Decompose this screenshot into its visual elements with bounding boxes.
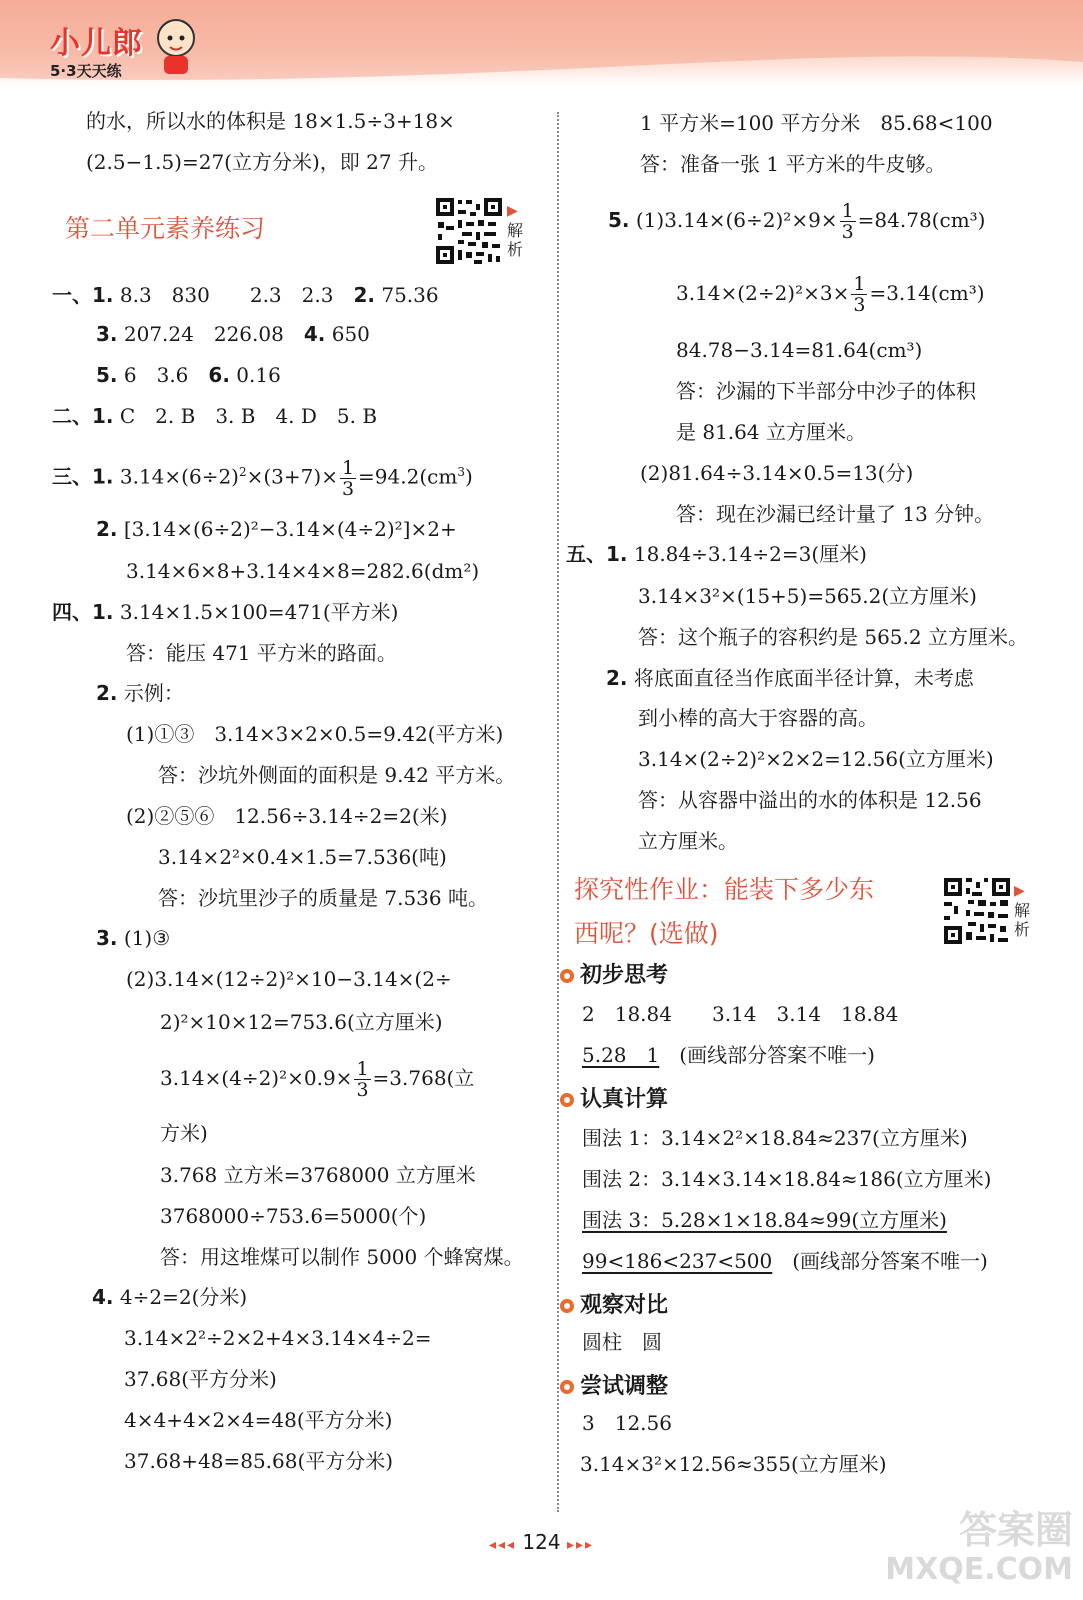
- answer-line: 答：从容器中溢出的水的体积是 12.56: [638, 788, 982, 812]
- formula-line: 围法 3：5.28×1×18.84≈99(立方厘米): [582, 1208, 947, 1232]
- qr-code-icon[interactable]: [942, 876, 1012, 946]
- formula-line: 99<186<237<500 (画线部分答案不唯一): [582, 1249, 988, 1273]
- answer-line: 答：沙坑外侧面的面积是 9.42 平方米。: [158, 763, 516, 787]
- column-divider: [557, 112, 559, 1512]
- qr-label: ▶解析: [507, 203, 524, 259]
- formula-line: 4×4+4×2×4=48(平方分米): [124, 1408, 393, 1432]
- subheading: 尝试调整: [560, 1369, 668, 1400]
- answer-line: (1)①③ 3.14×3×2×0.5=9.42(平方米): [126, 722, 504, 746]
- subheading: 认真计算: [560, 1082, 668, 1113]
- fraction: $\frac{1}{3}$: [341, 456, 355, 500]
- answer-line: 3 12.56: [582, 1411, 672, 1435]
- answer-line: 答：能压 471 平方米的路面。: [126, 641, 397, 665]
- formula-line: 2)²×10×12=753.6(立方厘米): [160, 1010, 443, 1034]
- formula-line: 3.768 立方米=3768000 立方厘米: [160, 1163, 476, 1187]
- formula-line: 方米): [160, 1121, 208, 1145]
- formula-line: 三、1. $3.14\times(6\div 2)^2\times(3+7)\times$ $\frac{1}{3}$ $=94.2(cm^3)$: [52, 456, 473, 500]
- section-title: 第二单元素养练习: [65, 214, 266, 243]
- text-line: 到小棒的高大于容器的高。: [638, 706, 878, 730]
- formula-line: 4. 4÷2=2(分米): [92, 1285, 248, 1309]
- qr-label: ▶解析: [1014, 883, 1031, 939]
- formula-line: 37.68(平方分米): [124, 1367, 277, 1391]
- answer-line: 答：沙坑里沙子的质量是 7.536 吨。: [158, 886, 488, 910]
- next-arrows-icon: ▸▸▸: [566, 1537, 595, 1553]
- mascot-icon: [150, 12, 202, 76]
- formula-line: 3.14×2²÷2×2+4×3.14×4÷2=: [124, 1326, 432, 1350]
- answer-line: 2. 示例：: [96, 681, 184, 705]
- formula-line: 2. [3.14×(6÷2)²−3.14×(4÷2)²]×2+: [96, 517, 457, 541]
- answer-line: 答：沙漏的下半部分中沙子的体积: [676, 379, 976, 403]
- logo-subtitle: 5·3天天练: [50, 62, 122, 80]
- answer-line: 二、1. C 2. B 3. B 4. D 5. B: [52, 404, 378, 428]
- answer-line: 答：用这堆煤可以制作 5000 个蜂窝煤。: [160, 1245, 524, 1269]
- explore-title: 探究性作业：能装下多少东: [574, 875, 875, 904]
- answer-line: 3.14×2²×0.4×1.5=7.536(吨): [158, 845, 447, 869]
- answer-line: 3. (1)③: [96, 926, 171, 950]
- logo-title: 小儿郎: [50, 26, 143, 61]
- answer-line: 答：现在沙漏已经计量了 13 分钟。: [676, 502, 995, 526]
- fraction: $\frac{1}{3}$: [853, 273, 866, 316]
- bullet-icon: [560, 1093, 574, 1107]
- answer-line: 5.28 1 (画线部分答案不唯一): [582, 1043, 875, 1067]
- formula-line: 围法 1：3.14×2²×18.84≈237(立方厘米): [582, 1126, 968, 1150]
- answer-line: 一、1. 8.3 830 2.3 2.3 2. 75.36: [52, 283, 439, 307]
- answer-line: (2)②⑤⑥ 12.56÷3.14÷2=2(米): [126, 804, 448, 828]
- text-line: 2. 将底面直径当作底面半径计算，未考虑: [606, 666, 974, 690]
- answer-line: 2 18.84 3.14 3.14 18.84: [582, 1002, 899, 1026]
- fraction: $\frac{1}{3}$: [841, 200, 854, 243]
- bullet-icon: [560, 1299, 574, 1313]
- formula-line: (2)81.64÷3.14×0.5=13(分): [640, 461, 914, 485]
- text-line: 1 平方米=100 平方分米 85.68<100: [640, 111, 993, 135]
- formula-line: 5. (1)3.14×(6÷2)²×9× $\frac{1}{3}$ =84.78(cm³): [608, 200, 986, 243]
- formula-line: 37.68+48=85.68(平方分米): [124, 1449, 394, 1473]
- formula-line: 3.14×(2÷2)²×3× $\frac{1}{3}$ =3.14(cm³): [676, 273, 985, 316]
- formula-line: 3.14×(2÷2)²×2×2=12.56(立方厘米): [638, 747, 994, 771]
- play-icon: ▶: [1014, 883, 1025, 899]
- page-number: 124: [522, 1530, 561, 1554]
- formula-line: 3.14×(4÷2)²×0.9× $\frac{1}{3}$ =3.768(立: [160, 1058, 475, 1101]
- bullet-icon: [560, 969, 574, 983]
- explore-title: 西呢？(选做): [574, 919, 719, 948]
- text-line: (2.5−1.5)=27(立方分米)，即 27 升。: [86, 150, 438, 174]
- answer-line: 5. 6 3.6 6. 0.16: [96, 363, 281, 387]
- formula-line: (2)3.14×(12÷2)²×10−3.14×(2÷: [126, 967, 452, 991]
- prev-arrows-icon: ◂◂◂: [488, 1537, 517, 1553]
- subheading: 初步思考: [560, 958, 668, 989]
- formula-line: 84.78−3.14=81.64(cm³): [676, 338, 923, 362]
- answer-line: 四、1. 3.14×1.5×100=471(平方米): [52, 600, 399, 624]
- qr-code-icon[interactable]: [434, 196, 504, 266]
- fraction: $\frac{1}{3}$: [356, 1058, 369, 1101]
- watermark: 答案圈 MXQE.COM: [885, 1508, 1073, 1587]
- answer-line: 立方厘米。: [638, 829, 738, 853]
- formula-line: 3.14×6×8+3.14×4×8=282.6(dm²): [126, 559, 480, 583]
- logo: [50, 18, 143, 81]
- answer-line: 圆柱 圆: [582, 1330, 662, 1354]
- answer-line: 是 81.64 立方厘米。: [676, 420, 866, 444]
- text-line: 的水，所以水的体积是 18×1.5÷3+18×: [86, 109, 455, 133]
- play-icon: ▶: [507, 203, 518, 219]
- formula-line: 3.14×3²×12.56≈355(立方厘米): [580, 1452, 887, 1476]
- subheading: 观察对比: [560, 1288, 668, 1319]
- formula-line: 五、1. 18.84÷3.14÷2=3(厘米): [566, 542, 867, 566]
- answer-line: 答：准备一张 1 平方米的牛皮够。: [640, 152, 946, 176]
- formula-line: 3768000÷753.6=5000(个): [160, 1204, 427, 1228]
- bullet-icon: [560, 1380, 574, 1394]
- formula-line: 围法 2：3.14×3.14×18.84≈186(立方厘米): [582, 1167, 992, 1191]
- answer-line: 答：这个瓶子的容积约是 565.2 立方厘米。: [638, 625, 1028, 649]
- answer-line: 3. 207.24 226.08 4. 650: [96, 322, 370, 346]
- formula-line: 3.14×3²×(15+5)=565.2(立方厘米): [638, 584, 977, 608]
